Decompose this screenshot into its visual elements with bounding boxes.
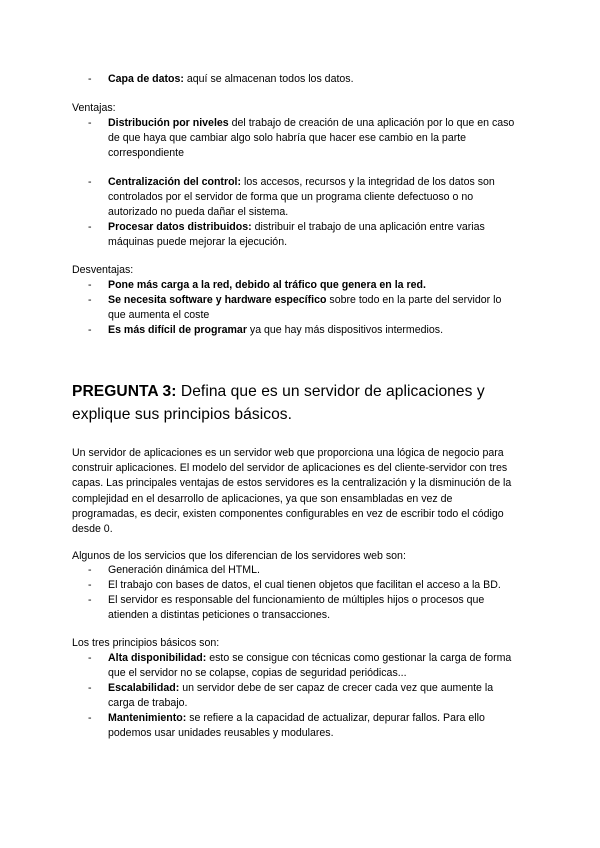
document-page: - Capa de datos: aquí se almacenan todos los datos. Ventajas: - Distribución por niveles del trabajo de creación de una aplicación por lo que en caso de que haya que cambiar algo solo habría que hacer ese cambio en la parte correspondiente - Centralización del control: los accesos, recursos y la integridad de los datos son controlados por el servidor de forma que un programa cliente defectuoso o no autorizado no pueda dañar el sistema. - Procesar datos distribuidos: distribuir el trabajo de una aplicación entre varias máquinas puede mejorar la ejecución. Desventajas: - Pone más carga a la red, debido al tráfico que genera en la red. - Se necesita software y hardware específico sobre todo en la parte del servidor lo que aumenta el coste - Es más difícil de programar ya que hay más dispositivos intermedios. PREGUNTA 3: Defina que es un servidor de aplicaciones y explique sus principios básicos. Un servidor de aplicaciones es un servidor web que proporciona una lógica de negocio para construir aplicaciones. El modelo del servidor de aplicaciones es del cliente-servidor con tres capas. Las principales ventajas de estos servidores es la centralización y la disminución de la complejidad en el desarrollo de aplicaciones, ya que son ensambladas en vez de programadas, es decir, existen componentes configurables en vez de escribir todo el código desde 0. Algunos de los servicios que los diferencian de los servidores web son: - Generación dinámica del HTML. - El trabajo con bases de datos, el cual tienen objetos que facilitan el acceso a la BD. - El servidor es responsable del funcionamiento de múltiples hijos o procesos que atienden a distintas peticiones o transacciones. Los tres principios básicos son: - Alta disponibilidad: esto se consigue con técnicas como gestionar la carga de forma que el servidor no se colapse, copias de seguridad periódicas... - Escalabilidad: un servidor debe de ser capaz de crecer cada vez que aumente la carga de trabajo. - Mantenimiento: se refiere a la capacidad de actualizar, depurar fallos. Para ello podemos usar unidades reusables y modulares. (0, 0, 600, 848)
principios-heading: Los tres principios básicos son: (72, 637, 220, 649)
bullet-dash: - (88, 73, 92, 85)
ventajas-heading: Ventajas: (72, 102, 116, 114)
servicios-heading: Algunos de los servicios que los diferencian de los servidores web son: (72, 550, 406, 562)
definicion-paragraph: Un servidor de aplicaciones es un servidor web que proporciona una lógica de negocio para construir aplicaciones. El modelo del servidor de aplicaciones es del cliente-servidor con tres capas. Las principales ventajas de estos servidores es la centralización y la disminución de la complejidad en el desarrollo de aplicaciones, ya que son ensambladas en vez de programadas, es decir, existen componentes configurables en vez de escribir todo el código desde 0. (72, 447, 512, 536)
desventajas-heading: Desventajas: (72, 264, 134, 276)
pregunta-heading: PREGUNTA 3: Defina que es un servidor de aplicaciones y explique sus principios básicos. (72, 383, 485, 423)
